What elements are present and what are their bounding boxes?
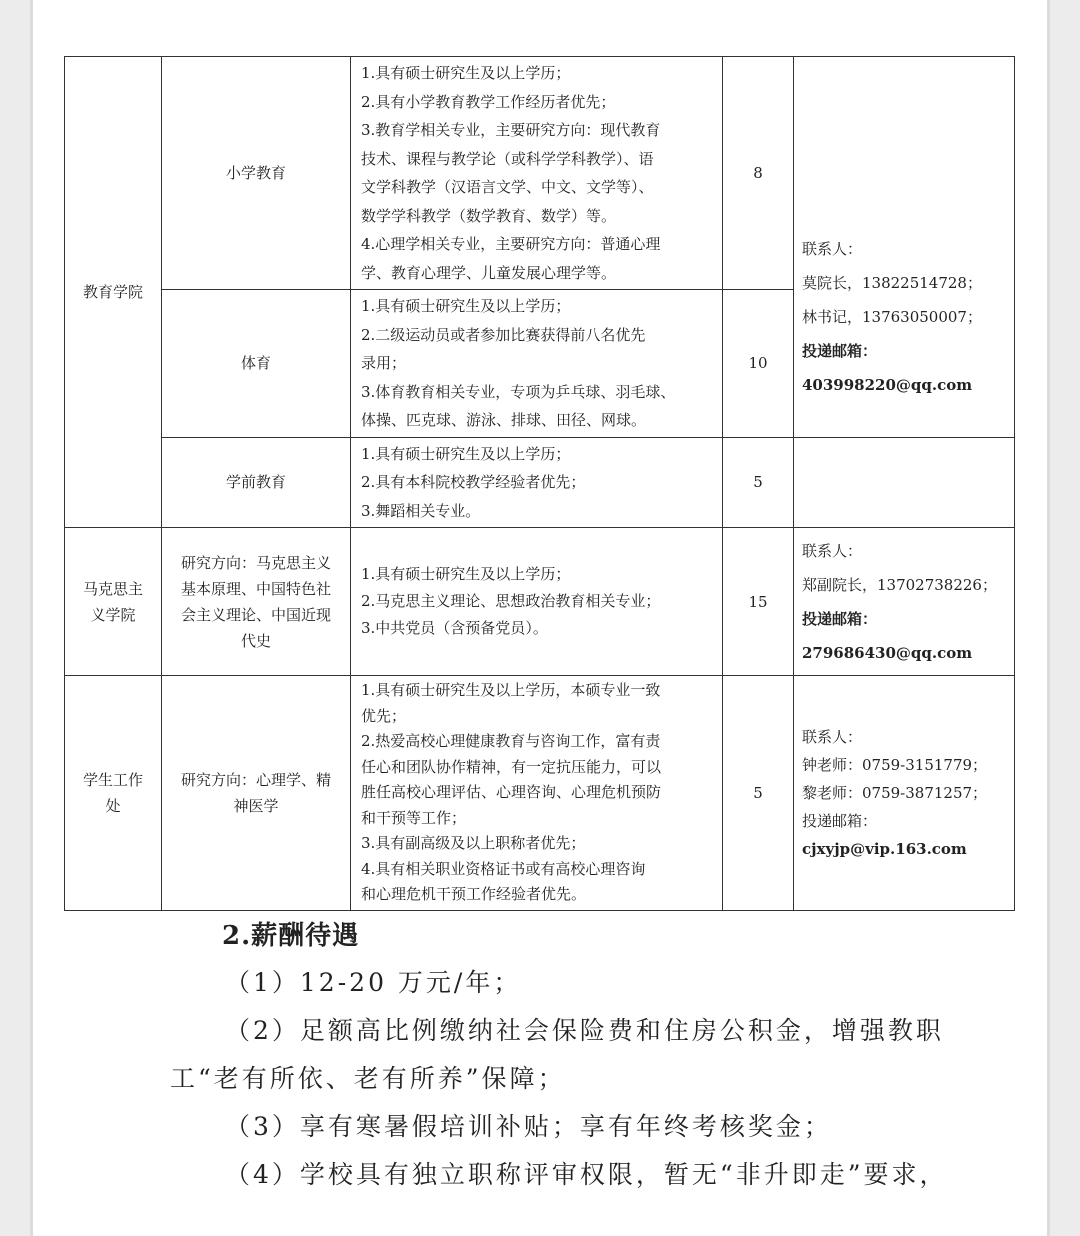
position-count: 8: [753, 164, 763, 182]
requirements-cell: [351, 57, 723, 290]
requirements-list: [351, 290, 722, 437]
contact-cell-student-affairs: [794, 676, 1015, 911]
major-name-line: 研究方向：马克思主义: [180, 553, 331, 572]
requirements-cell: [351, 437, 723, 528]
email-label: 投递邮箱：: [802, 811, 878, 830]
salary-item: （3）享有寒暑假培训补贴；享有年终考核奖金；: [225, 1112, 832, 1141]
table-row: [65, 528, 1015, 676]
major-name: [162, 550, 350, 654]
contact-person: 钟老师：0759-3151779；: [802, 755, 988, 774]
major-name-line: 研究方向：心理学、精: [180, 770, 331, 789]
requirement-line: 1.具有硕士研究生及以上学历；: [361, 64, 571, 82]
requirements-list: [351, 676, 722, 910]
contact-block: [794, 92, 1014, 402]
position-count: 5: [753, 783, 763, 802]
dept-name: [65, 576, 161, 628]
requirements-cell: [351, 290, 723, 438]
salary-item: （2）足额高比例缴纳社会保险费和住房公积金，增强教职: [225, 1016, 944, 1045]
major-name: 小学教育: [225, 164, 286, 182]
requirements-list: [351, 57, 722, 289]
dept-name-line: 学生工作: [82, 770, 143, 789]
contact-label: 联系人：: [802, 239, 863, 258]
requirement-line: 2.二级运动员或者参加比赛获得前八名优先: [361, 325, 646, 344]
major-cell: [162, 676, 351, 911]
count-cell: [723, 437, 794, 528]
contact-cell-empty: [794, 437, 1015, 528]
dept-cell-marxism: [65, 528, 162, 676]
count-cell: [723, 528, 794, 676]
requirement-line: 2.具有小学教育教学工作经历者优先；: [361, 92, 616, 111]
dept-name: [65, 767, 161, 819]
requirement-line: 2.热爱高校心理健康教育与咨询工作，富有责: [361, 732, 661, 750]
contact-block: [794, 723, 1014, 863]
position-count: 15: [748, 592, 768, 611]
recruitment-table: [64, 56, 1015, 911]
salary-item: （1）12-20 万元/年；: [225, 968, 522, 997]
dept-name-line: 马克思主: [82, 579, 143, 598]
email-address: 279686430@qq.com: [802, 643, 973, 662]
major-cell: [162, 437, 351, 528]
requirement-line: 录用；: [361, 354, 407, 372]
section-title-salary: 2.薪酬待遇: [222, 921, 360, 951]
table-row: [65, 57, 1015, 290]
requirement-line: 1.具有硕士研究生及以上学历，本硕专业一致: [361, 681, 661, 699]
contact-cell-education: [794, 57, 1015, 438]
contact-person: 莫院长，13822514728；: [802, 273, 982, 292]
major-cell: [162, 290, 351, 438]
requirements-list: [351, 438, 722, 528]
salary-item-continued: 工“老有所依、老有所养”保障；: [170, 1064, 566, 1093]
major-cell: [162, 57, 351, 290]
requirement-line: 2.马克思主义理论、思想政治教育相关专业；: [361, 592, 661, 610]
requirement-line: 4.心理学相关专业，主要研究方向：普通心理: [361, 235, 661, 253]
count-cell: [723, 290, 794, 438]
requirement-line: 1.具有硕士研究生及以上学历；: [361, 565, 571, 583]
page-edge-right: [1047, 0, 1050, 1236]
email-label: 投递邮箱：: [802, 609, 878, 628]
major-name-line: 代史: [240, 631, 271, 650]
requirement-line: 技术、课程与教学论（或科学学科教学）、语: [361, 149, 654, 168]
contact-block: [794, 534, 1014, 670]
requirement-line: 1.具有硕士研究生及以上学历；: [361, 297, 571, 315]
dept-name-line: 义学院: [90, 605, 136, 624]
position-count: 10: [748, 354, 768, 373]
requirement-line: 体操、匹克球、游泳、排球、田径、网球。: [361, 411, 647, 429]
dept-cell-education: [65, 57, 162, 528]
contact-person: 黎老师：0759-3871257；: [802, 783, 988, 802]
major-name-line: 会主义理论、中国近现: [180, 605, 331, 624]
table-row: [65, 676, 1015, 911]
contact-person: 林书记，13763050007；: [802, 307, 982, 326]
requirement-line: 3.具有副高级及以上职称者优先；: [361, 834, 586, 852]
count-cell: [723, 676, 794, 911]
dept-cell-student-affairs: [65, 676, 162, 911]
dept-name-line: 处: [105, 796, 121, 815]
requirements-list: [351, 559, 722, 644]
requirement-line: 1.具有硕士研究生及以上学历；: [361, 444, 571, 463]
major-cell: [162, 528, 351, 676]
position-count: 5: [753, 473, 763, 492]
requirement-line: 学、教育心理学、儿童发展心理学等。: [361, 263, 617, 282]
requirement-line: 和干预等工作；: [361, 808, 467, 827]
requirement-line: 和心理危机干预工作经验者优先。: [361, 885, 587, 903]
requirements-cell: [351, 528, 723, 676]
email-address: cjxyjp@vip.163.com: [802, 839, 967, 858]
requirement-line: 3.中共党员（含预备党员）。: [361, 619, 548, 637]
dept-name: 教育学院: [82, 283, 143, 301]
email-address: 403998220@qq.com: [802, 375, 973, 394]
requirement-line: 2.具有本科院校教学经验者优先；: [361, 473, 586, 491]
requirement-line: 文学科教学（汉语言文学、中文、文学等）、: [361, 178, 654, 196]
contact-label: 联系人：: [802, 541, 863, 560]
requirement-line: 3.体育教育相关专业，专项为乒乓球、羽毛球、: [361, 382, 676, 401]
requirement-line: 优先；: [361, 706, 407, 725]
requirement-line: 胜任高校心理评估、心理咨询、心理危机预防: [361, 783, 662, 801]
major-name: 学前教育: [225, 473, 286, 492]
count-cell: [723, 57, 794, 290]
requirement-line: 3.教育学相关专业，主要研究方向：现代教育: [361, 121, 661, 139]
major-name-line: 基本原理、中国特色社: [180, 579, 331, 598]
email-label: 投递邮箱：: [802, 341, 878, 360]
contact-cell-marxism: [794, 528, 1015, 676]
requirement-line: 4.具有相关职业资格证书或有高校心理咨询: [361, 859, 646, 878]
requirement-line: 数学学科教学（数学教育、数学）等。: [361, 206, 617, 225]
salary-item: （4）学校具有独立职称评审权限，暂无“非升即走”要求，: [225, 1160, 948, 1189]
major-name-line: 神医学: [233, 796, 279, 815]
contact-label: 联系人：: [802, 727, 863, 746]
major-name: 体育: [240, 354, 271, 373]
requirement-line: 3.舞蹈相关专业。: [361, 501, 481, 520]
contact-person: 郑副院长，13702738226；: [802, 575, 997, 594]
requirement-line: 任心和团队协作精神，有一定抗压能力，可以: [361, 757, 662, 776]
table-row: [65, 437, 1015, 528]
requirements-cell: [351, 676, 723, 911]
major-name: [162, 767, 350, 819]
